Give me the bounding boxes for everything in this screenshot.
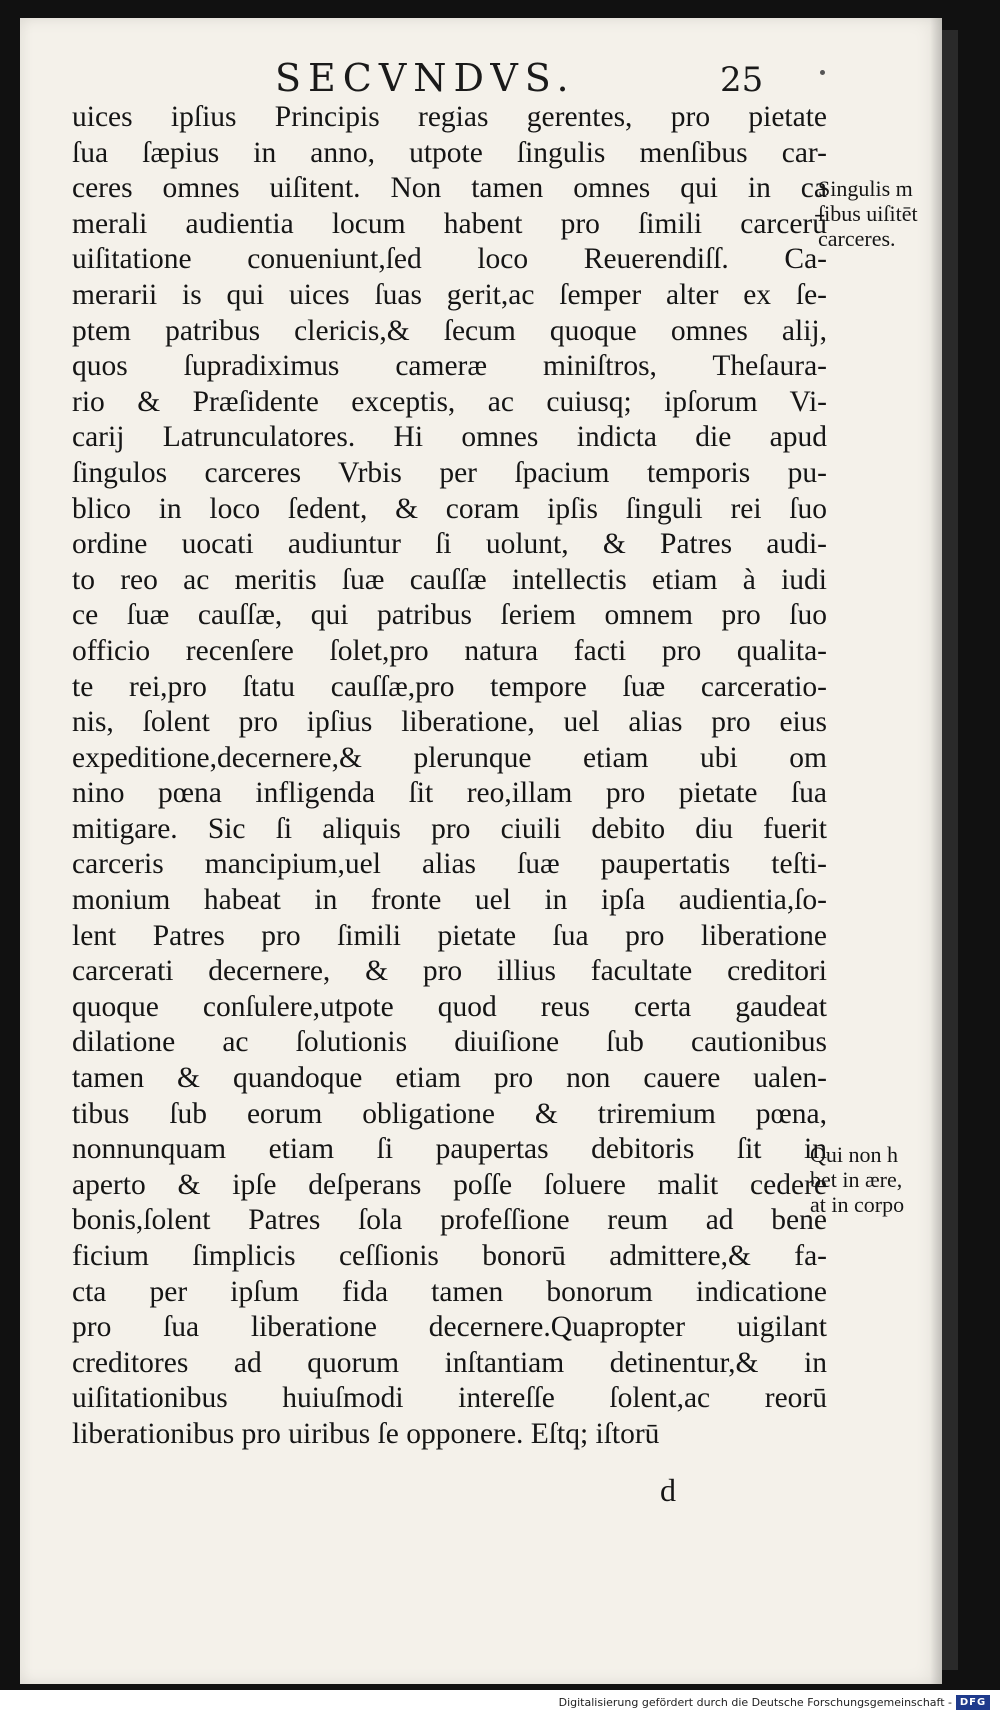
text-line: ſua ſæpius in anno, utpote ſingulis menſibus car- <box>72 136 827 169</box>
dfg-logo: DFG <box>956 1695 990 1710</box>
text-line: merarii is qui uices ſuas gerit,ac ſemper alter ex ſe- <box>72 278 827 311</box>
marginal-line: bet in ære, <box>810 1167 903 1192</box>
running-head <box>20 56 942 106</box>
text-line: quoque conſulere,utpote quod reus certa gaudeat <box>72 990 827 1023</box>
text-line: to reo ac meritis ſuæ cauſſæ intellectis etiam à iudi <box>72 563 827 596</box>
text-line: blico in loco ſedent, & coram ipſis ſinguli rei ſuo <box>72 492 827 525</box>
ink-speck <box>820 70 825 75</box>
marginal-note <box>818 176 918 251</box>
text-line: tamen & quandoque etiam pro non cauere ualen- <box>72 1062 827 1095</box>
text-line: nino pœna infligenda ſit reo,illam pro pietate ſua <box>72 777 827 810</box>
text-line: tibus ſub eorum obligatione & triremium pœna, <box>72 1097 827 1130</box>
marginal-line: ſibus uiſitēt <box>818 201 918 226</box>
text-line: carij Latrunculatores. Hi omnes indicta die apud <box>72 421 827 454</box>
text-line: uices ipſius Principis regias gerentes, pro pietate <box>72 101 827 133</box>
marginal-note <box>810 1142 904 1217</box>
text-line: quos ſupradiximus cameræ miniſtros, Theſaura- <box>72 350 827 383</box>
text-line: monium habeat in fronte uel in ipſa audientia,ſo- <box>72 884 827 917</box>
running-head-title: SECVNDVS. <box>275 56 576 100</box>
book-page <box>20 18 942 1684</box>
marginal-line: Singulis m <box>818 176 913 201</box>
text-line: carceris mancipium,uel alias ſuæ paupertatis teſti- <box>72 848 827 881</box>
book-edge <box>942 30 958 1670</box>
text-line: rio & Præſidente exceptis, ac cuiusq; ipſorum Vi- <box>72 385 827 418</box>
text-line: aperto & ipſe deſperans poſſe ſoluere malit cedere <box>72 1168 827 1201</box>
text-line: uiſitatione conueniunt,ſed loco Reuerendiſſ. Ca- <box>72 243 827 276</box>
text-line: merali audientia locum habent pro ſimili carcerū <box>72 207 827 240</box>
text-line: creditores ad quorum inſtantiam detinentur,& in <box>72 1346 827 1379</box>
text-line: nis, ſolent pro ipſius liberatione, uel alias pro eius <box>72 706 827 739</box>
text-line: lent Patres pro ſimili pietate ſua pro liberatione <box>72 919 827 952</box>
text-line: mitigare. Sic ſi aliquis pro ciuili debito diu fuerit <box>72 812 827 845</box>
text-line: expeditione,decernere,& plerunque etiam ubi om <box>72 741 827 774</box>
text-line: ptem patribus clericis,& ſecum quoque omnes alij, <box>72 314 827 347</box>
text-line: te rei,pro ſtatu cauſſæ,pro tempore ſuæ carceratio- <box>72 670 827 703</box>
text-line: ceres omnes uiſitent. Non tamen omnes qui in ca <box>72 172 827 205</box>
text-line: nonnunquam etiam ſi paupertas debitoris ſit in <box>72 1133 827 1166</box>
text-line: ce ſuæ cauſſæ, qui patribus ſeriem omnem pro ſuo <box>72 599 827 632</box>
page-shadow <box>930 18 942 1684</box>
signature-mark: d <box>660 1472 676 1508</box>
page-number: 25 <box>720 60 764 100</box>
text-line: ficium ſimplicis ceſſionis bonorū admittere,& fa- <box>72 1240 827 1272</box>
text-line: liberationibus pro uiribus ſe opponere. Eſtq; iſtorū <box>72 1417 660 1450</box>
text-line: pro ſua liberatione decernere.Quapropter uigilant <box>72 1311 827 1344</box>
marginal-line: Qui non h <box>810 1142 898 1167</box>
marginal-line: carceres. <box>818 226 896 251</box>
text-line: carcerati decernere, & pro illius facultate creditori <box>72 955 827 988</box>
text-line: bonis,ſolent Patres ſola profeſſione reum ad bene <box>72 1204 827 1237</box>
text-line: uiſitationibus huiuſmodi intereſſe ſolent,ac reorū <box>72 1382 827 1415</box>
marginal-line: at in corpo <box>810 1192 905 1217</box>
digitization-footer <box>0 1690 1000 1718</box>
footer-credit: Digitalisierung gefördert durch die Deutsche Forschungsgemeinschaft - <box>558 1696 952 1709</box>
text-line: officio recenſere ſolet,pro natura facti pro qualita- <box>72 634 827 667</box>
text-line: ordine uocati audiuntur ſi uolunt, & Patres audi- <box>72 528 827 561</box>
text-line: cta per ipſum fida tamen bonorum indicatione <box>72 1275 827 1308</box>
text-line: dilatione ac ſolutionis diuiſione ſub cautionibus <box>72 1026 827 1059</box>
body-text <box>72 100 827 1453</box>
text-line: ſingulos carceres Vrbis per ſpacium temporis pu- <box>72 456 827 489</box>
